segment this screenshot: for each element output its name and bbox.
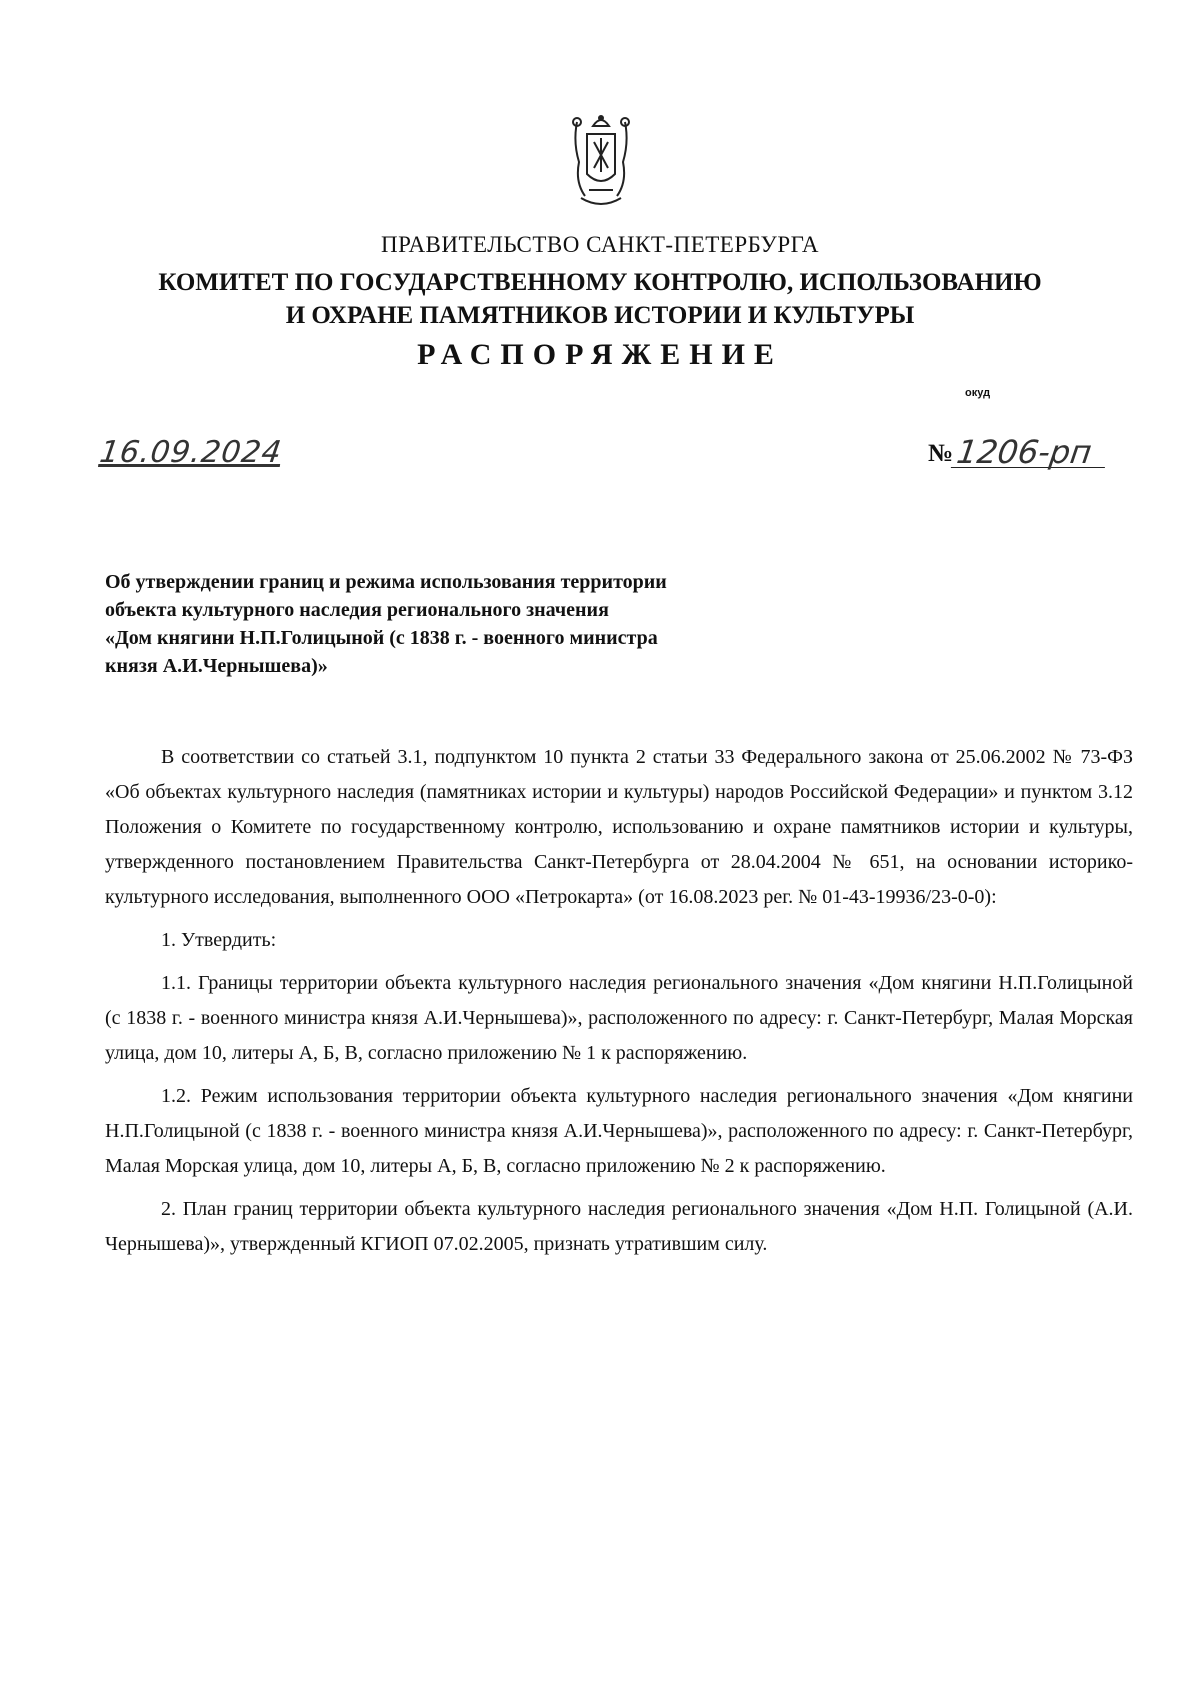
title-line-1: Об утверждении границ и режима использования территории: [105, 571, 667, 593]
paragraph-item-1: 1. Утвердить:: [161, 929, 277, 951]
paragraph-preamble: В соответствии со статьей 3.1, подпунктом 10 пункта 2 статьи 33 Федерального закона от 25.06.2002 № 73-ФЗ «Об объектах культурного наследия (памятниках истории и культуры) народов Российской Федерации» и пунктом 3.12 Положения о Комитете по государственному контролю, использованию и охране памятников истории и культуры, утвержденного постановлением Правительства Санкт-Петербурга от 28.04.2004 № 651, на основании историко-культурного исследования, выполненного ООО «Петрокарта» (от 16.08.2023 рег. № 01-43-19936/23-0-0):: [105, 746, 1133, 908]
committee-name: [0, 266, 1200, 332]
document-title: [105, 568, 805, 680]
coat-of-arms-icon: [565, 112, 637, 212]
government-name: ПРАВИТЕЛЬСТВО САНКТ-ПЕТЕРБУРГА: [380, 232, 820, 257]
document-body: [105, 740, 1133, 1270]
title-line-3: «Дом княгини Н.П.Голицыной (с 1838 г. - военного министра: [105, 627, 658, 649]
document-date: 16.09.2024: [97, 435, 285, 470]
paragraph-item-1-1: 1.1. Границы территории объекта культурного наследия регионального значения «Дом княгини Н.П.Голицыной (с 1838 г. - военного министра князя А.И.Чернышева)», расположенного по адресу: г. Санкт-Петербург, Малая Морская улица, дом 10, литеры А, Б, В, согласно приложению № 1 к распоряжению.: [105, 972, 1133, 1064]
number-value: 1206-рп: [951, 437, 1109, 468]
committee-line-2: И ОХРАНЕ ПАМЯТНИКОВ ИСТОРИИ И КУЛЬТУРЫ: [285, 302, 915, 329]
paragraph-item-1-2: 1.2. Режим использования территории объекта культурного наследия регионального значения «Дом княгини Н.П.Голицыной (с 1838 г. - военного министра князя А.И.Чернышева)», расположенного по адресу: г. Санкт-Петербург, Малая Морская улица, дом 10, литеры А, Б, В, согласно приложению № 2 к распоряжению.: [105, 1085, 1133, 1177]
number-sign: №: [928, 440, 954, 467]
okud-label: окуд: [965, 387, 991, 399]
paragraph-item-2: 2. План границ территории объекта культурного наследия регионального значения «Дом Н.П. Голицыной (А.И. Чернышева)», утвержденный КГИОП 07.02.2005, признать утратившим силу.: [105, 1198, 1133, 1255]
title-line-2: объекта культурного наследия регионального значения: [105, 599, 609, 621]
document-type: РАСПОРЯЖЕНИЕ: [417, 338, 783, 371]
committee-line-1: КОМИТЕТ ПО ГОСУДАРСТВЕННОМУ КОНТРОЛЮ, ИСПОЛЬЗОВАНИЮ: [158, 269, 1042, 296]
title-line-4: князя А.И.Чернышева)»: [105, 655, 328, 677]
document-number: [928, 433, 1107, 471]
